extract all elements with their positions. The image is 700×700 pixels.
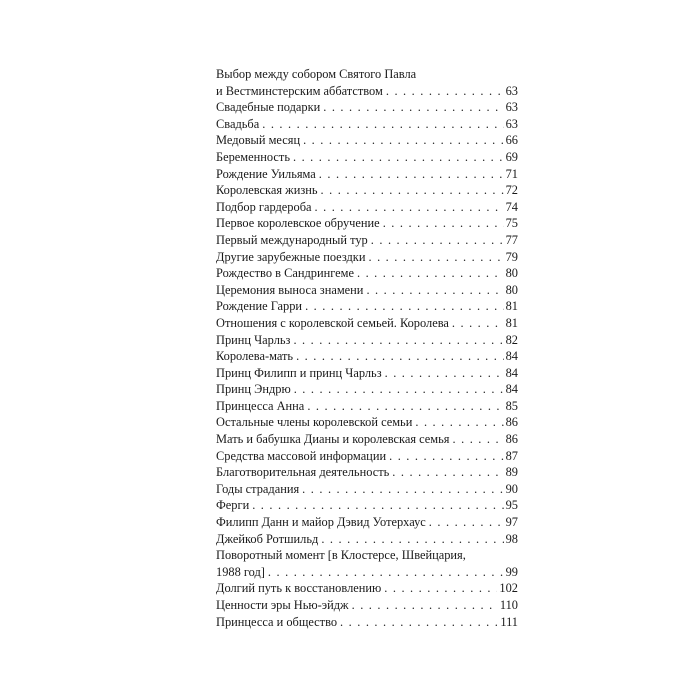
toc-entry-title: Благотворительная деятельность (216, 465, 390, 480)
toc-entry-page-number: 95 (505, 498, 518, 513)
toc-entry[interactable] (216, 66, 518, 99)
toc-entry-page-number: 97 (505, 515, 518, 530)
toc-entry[interactable] (216, 166, 518, 183)
toc-entry[interactable] (216, 298, 518, 315)
dot-leader (252, 497, 503, 514)
toc-entry-title: Остальные члены королевской семьи (216, 415, 413, 430)
toc-entry[interactable] (216, 514, 518, 531)
toc-entry-page-number: 63 (505, 116, 518, 131)
dot-leader (385, 365, 504, 382)
dot-leader (307, 398, 503, 415)
toc-entry-page-number: 89 (505, 465, 518, 480)
dot-leader (323, 99, 503, 116)
toc-entry[interactable] (216, 315, 518, 332)
dot-leader (268, 564, 504, 581)
dot-leader (293, 149, 504, 166)
toc-entry-title: и Вестминстерским аббатством (216, 83, 383, 98)
toc-entry[interactable] (216, 414, 518, 431)
toc-entry-title: Ценности эры Нью-эйдж (216, 598, 349, 612)
toc-entry-title: Средства массовой информации (216, 448, 387, 463)
dot-leader (352, 597, 498, 614)
dot-leader (321, 531, 503, 548)
dot-leader (319, 166, 504, 183)
toc-entry[interactable] (216, 464, 518, 481)
toc-entry[interactable] (216, 149, 518, 166)
toc-entry-title: Медовый месяц (216, 133, 301, 148)
toc-entry[interactable] (216, 531, 518, 548)
dot-leader (315, 199, 504, 216)
toc-entry-title: Беременность (216, 149, 290, 164)
toc-entry-title: Мать и бабушка Дианы и королевская семья (216, 432, 450, 447)
dot-leader (389, 448, 504, 465)
toc-entry-page-number: 84 (505, 382, 518, 397)
toc-entry-title-line1: Выбор между собором Святого Павла (216, 67, 417, 81)
toc-entry[interactable] (216, 348, 518, 365)
toc-entry[interactable] (216, 132, 518, 149)
toc-entry-page-number: 102 (499, 581, 518, 596)
toc-entry-title: Филипп Данн и майор Дэвид Уотерхаус (216, 515, 426, 530)
dot-leader (383, 215, 504, 232)
dot-leader (386, 83, 504, 100)
toc-entry[interactable] (216, 265, 518, 282)
toc-entry-page-number: 74 (505, 199, 518, 214)
toc-entry[interactable] (216, 448, 518, 465)
toc-entry-page-number: 87 (505, 448, 518, 463)
toc-entry-title: Свадебные подарки (216, 100, 321, 115)
toc-entry-page-number: 85 (505, 398, 518, 413)
toc-entry[interactable] (216, 282, 518, 299)
dot-leader (452, 315, 504, 332)
toc-entry-title: 1988 год] (216, 564, 265, 579)
toc-entry[interactable] (216, 497, 518, 514)
dot-leader (303, 132, 504, 149)
toc-entry-title: Годы страдания (216, 481, 300, 496)
toc-entry[interactable] (216, 547, 518, 580)
toc-entry-page-number: 81 (505, 299, 518, 314)
dot-leader (392, 464, 503, 481)
toc-entry-page-number: 84 (505, 365, 518, 380)
toc-entry-title: Принц Чарльз (216, 332, 291, 347)
toc-entry-page-number: 63 (505, 83, 518, 98)
dot-leader (415, 414, 503, 431)
dot-leader (302, 481, 503, 498)
dot-leader (305, 298, 504, 315)
toc-entry-title: Королевская жизнь (216, 183, 318, 198)
toc-entry[interactable] (216, 431, 518, 448)
toc-entry-title: Отношения с королевской семьей. Королева (216, 315, 449, 330)
toc-entry-page-number: 90 (505, 481, 518, 496)
toc-entry-page-number: 99 (505, 564, 518, 579)
dot-leader (366, 282, 503, 299)
toc-entry[interactable] (216, 481, 518, 498)
dot-leader (357, 265, 504, 282)
toc-entry-page-number: 80 (505, 266, 518, 281)
dot-leader (294, 381, 504, 398)
toc-entry-title: Принцесса Анна (216, 398, 305, 413)
dot-leader (384, 580, 497, 597)
toc-entry[interactable] (216, 614, 518, 631)
toc-entry-page-number: 75 (505, 216, 518, 231)
dot-leader (368, 249, 503, 266)
toc-entry-page-number: 82 (505, 332, 518, 347)
toc-entry-page-number: 69 (505, 149, 518, 164)
toc-entry[interactable] (216, 580, 518, 597)
toc-entry[interactable] (216, 332, 518, 349)
toc-entry-title: Ферги (216, 498, 250, 513)
toc-entry-title: Долгий путь к восстановлению (216, 581, 382, 596)
toc-entry[interactable] (216, 116, 518, 133)
toc-entry-page-number: 80 (505, 282, 518, 297)
toc-entry-title: Принц Эндрю (216, 382, 291, 397)
toc-entry-title: Свадьба (216, 116, 260, 131)
toc-entry[interactable] (216, 381, 518, 398)
toc-entry-title: Принц Филипп и принц Чарльз (216, 365, 382, 380)
toc-entry[interactable] (216, 232, 518, 249)
toc-entry-title: Подбор гардероба (216, 199, 312, 214)
toc-entry[interactable] (216, 398, 518, 415)
toc-entry-page-number: 110 (499, 598, 518, 612)
toc-entry-title: Первый международный тур (216, 232, 368, 247)
toc-entry[interactable] (216, 182, 518, 199)
toc-entry-page-number: 72 (505, 183, 518, 198)
toc-entry[interactable] (216, 365, 518, 382)
toc-entry[interactable] (216, 199, 518, 216)
dot-leader (296, 348, 504, 365)
toc-entry-page-number: 111 (500, 614, 518, 629)
toc-entry-title: Джейкоб Ротшильд (216, 531, 319, 546)
toc-entry-title: Рождество в Сандрингеме (216, 266, 354, 281)
toc-entry-page-number: 81 (505, 315, 518, 330)
dot-leader (321, 182, 504, 199)
dot-leader (262, 116, 503, 133)
toc-entry-page-number: 66 (505, 133, 518, 148)
toc-entry-title: Первое королевское обручение (216, 216, 380, 231)
toc-entry-page-number: 79 (505, 249, 518, 264)
dot-leader (429, 514, 504, 531)
toc-entry[interactable] (216, 99, 518, 116)
toc-entry-title-line1: Поворотный момент [в Клостерсе, Швейцария, (216, 548, 466, 563)
toc-entry-title: Принцесса и общество (216, 614, 338, 629)
table-of-contents (216, 66, 518, 630)
toc-entry-page-number: 86 (505, 432, 518, 447)
toc-entry-page-number: 86 (505, 415, 518, 430)
dot-leader (293, 332, 503, 349)
dot-leader (340, 614, 498, 631)
dot-leader (453, 431, 504, 448)
toc-entry[interactable] (216, 597, 518, 614)
toc-entry-page-number: 84 (505, 349, 518, 364)
toc-entry-title: Королева-мать (216, 349, 294, 364)
toc-entry-page-number: 77 (505, 232, 518, 247)
toc-entry[interactable] (216, 215, 518, 232)
toc-entry-title: Другие зарубежные поездки (216, 249, 366, 264)
toc-entry-page-number: 98 (505, 531, 518, 546)
dot-leader (371, 232, 504, 249)
toc-entry-title: Церемония выноса знамени (216, 282, 364, 297)
toc-entry-title: Рождение Уильяма (216, 166, 316, 181)
toc-entry-page-number: 63 (505, 100, 518, 115)
toc-entry[interactable] (216, 249, 518, 266)
toc-entry-title: Рождение Гарри (216, 299, 303, 314)
toc-entry-page-number: 71 (505, 166, 518, 181)
